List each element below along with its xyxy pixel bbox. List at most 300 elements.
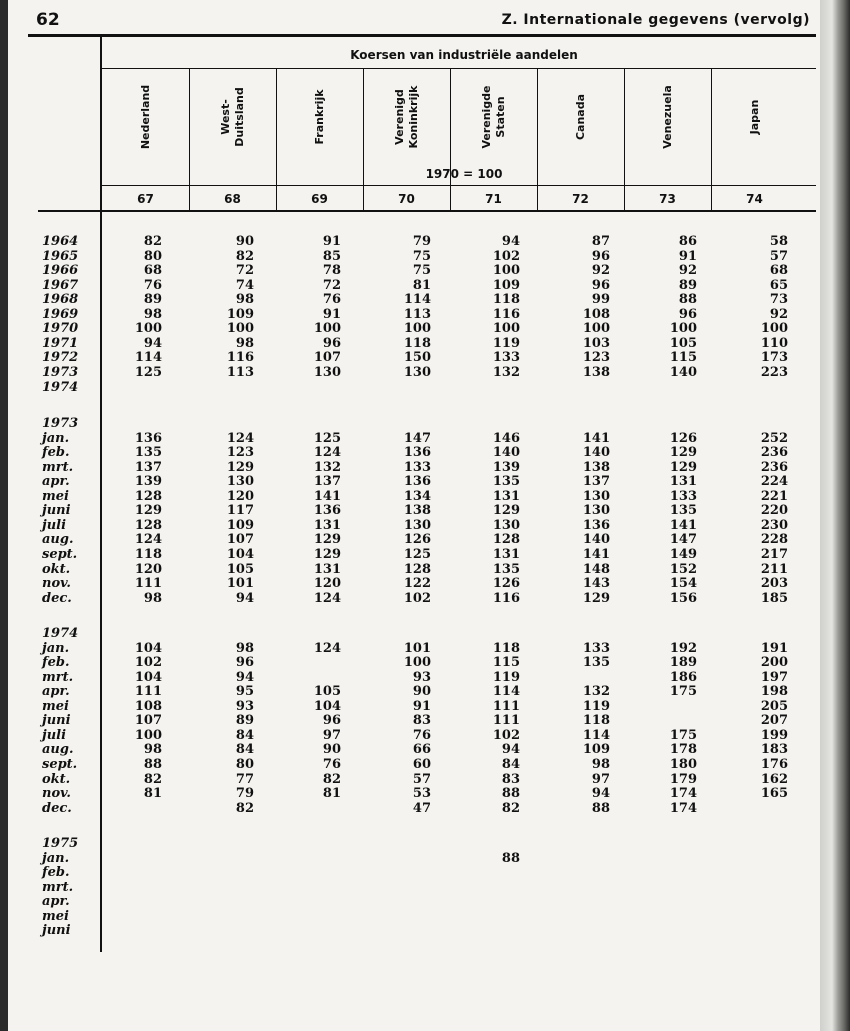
table-cell: 82	[501, 800, 520, 816]
table-cell: 128	[134, 517, 162, 533]
table-cell: 82	[235, 800, 254, 816]
table-cell: 131	[313, 517, 341, 533]
table-cell: 118	[492, 640, 520, 656]
table-cell: 117	[226, 503, 254, 519]
table-cell: 179	[669, 771, 697, 787]
table-cell: 113	[226, 364, 254, 380]
table-cell: 97	[322, 727, 341, 743]
table-cell: 105	[226, 561, 254, 577]
column-header: Japan	[747, 99, 761, 135]
table-cell: 128	[492, 532, 520, 548]
row-label-month: feb.	[42, 445, 70, 461]
table-cell: 58	[769, 234, 788, 249]
table-cell: 211	[760, 561, 788, 577]
table-cell: 124	[313, 640, 341, 656]
table-cell: 82	[322, 771, 341, 787]
table-cell: 98	[235, 292, 254, 308]
table-cell: 175	[669, 684, 697, 700]
table-cell: 82	[143, 771, 162, 787]
table-cell: 224	[760, 474, 788, 490]
table-cell: 57	[769, 248, 788, 264]
table-cell: 131	[492, 488, 520, 504]
table-cell: 138	[582, 459, 610, 475]
table-cell: 152	[669, 561, 697, 577]
row-label-month: sept.	[42, 546, 78, 562]
table-cell: 47	[412, 800, 431, 816]
table-cell: 68	[769, 263, 788, 279]
table-cell: 74	[235, 277, 254, 293]
table-cell: 94	[501, 234, 520, 249]
row-label-month: mei	[42, 908, 69, 924]
table-cell: 92	[591, 263, 610, 279]
table-cell: 130	[582, 488, 610, 504]
table-cell: 107	[134, 713, 162, 729]
table-cell: 98	[235, 335, 254, 351]
table-cell: 128	[134, 488, 162, 504]
base-rule-bottom	[38, 210, 816, 212]
row-label-year: 1971	[42, 335, 79, 351]
table-cell: 114	[492, 684, 520, 700]
table-cell: 124	[313, 445, 341, 461]
table-cell: 141	[582, 430, 610, 446]
table-cell: 89	[143, 292, 162, 308]
table-cell: 87	[591, 234, 610, 249]
table-cell: 140	[582, 445, 610, 461]
table-cell: 134	[403, 488, 431, 504]
table-cell: 75	[412, 263, 431, 279]
table-cell: 68	[143, 263, 162, 279]
table-cell: 135	[492, 474, 520, 490]
table-cell: 223	[760, 364, 788, 380]
table-cell: 90	[235, 234, 254, 249]
table-cell: 186	[669, 669, 697, 685]
table-cell: 96	[322, 713, 341, 729]
document-page	[8, 0, 820, 1031]
table-cell: 75	[412, 248, 431, 264]
row-label-year: 1970	[42, 321, 79, 337]
table-cell: 140	[669, 364, 697, 380]
table-cell: 230	[760, 517, 788, 533]
table-cell: 109	[226, 517, 254, 533]
table-cell: 143	[582, 576, 610, 592]
table-cell: 89	[235, 713, 254, 729]
table-cell: 97	[591, 771, 610, 787]
table-cell: 109	[226, 306, 254, 322]
table-cell: 79	[412, 234, 431, 249]
row-label-month: mei	[42, 698, 69, 714]
table-cell: 124	[226, 430, 254, 446]
table-cell: 198	[760, 684, 788, 700]
table-cell: 124	[134, 532, 162, 548]
table-cell: 200	[760, 655, 788, 671]
table-cell: 130	[226, 474, 254, 490]
table-cell: 100	[669, 321, 697, 337]
table-cell: 118	[403, 335, 431, 351]
table-cell: 135	[134, 445, 162, 461]
row-label-month: jan.	[42, 430, 70, 446]
table-cell: 148	[582, 561, 610, 577]
table-cell: 165	[760, 786, 788, 802]
table-cell: 80	[143, 248, 162, 264]
row-label-month: mei	[42, 488, 69, 504]
table-cell: 111	[492, 713, 520, 729]
table-cell: 129	[669, 445, 697, 461]
row-label-month: aug.	[42, 742, 74, 758]
column-number: 73	[659, 192, 676, 206]
table-cell: 139	[134, 474, 162, 490]
row-label-month: mrt.	[42, 669, 74, 685]
table-cell: 139	[492, 459, 520, 475]
table-cell: 126	[403, 532, 431, 548]
table-cell: 217	[760, 546, 788, 562]
table-cell: 205	[760, 698, 788, 714]
table-cell: 147	[669, 532, 697, 548]
table-cell: 81	[412, 277, 431, 293]
table-cell: 185	[760, 590, 788, 606]
row-label-month: mrt.	[42, 879, 74, 895]
table-cell: 115	[669, 350, 697, 366]
table-cell: 111	[134, 576, 162, 592]
row-label-month: dec.	[42, 800, 72, 816]
row-label-month: juni	[42, 923, 71, 939]
table-cell: 252	[760, 430, 788, 446]
table-cell: 191	[760, 640, 788, 656]
table-cell: 93	[235, 698, 254, 714]
table-cell: 98	[143, 306, 162, 322]
table-cell: 129	[582, 590, 610, 606]
table-cell: 132	[492, 364, 520, 380]
row-label-year: 1965	[42, 248, 79, 264]
table-cell: 107	[226, 532, 254, 548]
table-cell: 141	[313, 488, 341, 504]
table-cell: 115	[492, 655, 520, 671]
table-cell: 131	[492, 546, 520, 562]
table-cell: 73	[769, 292, 788, 308]
column-header: Venezuela	[660, 85, 674, 149]
table-cell: 125	[403, 546, 431, 562]
table-cell: 91	[412, 698, 431, 714]
table-cell: 125	[134, 364, 162, 380]
table-cell: 129	[134, 503, 162, 519]
table-cell: 183	[760, 742, 788, 758]
table-cell: 78	[322, 263, 341, 279]
book-spine-shadow	[0, 0, 8, 1031]
stub-column-rule	[100, 37, 102, 952]
row-label-year: 1969	[42, 306, 79, 322]
table-cell: 132	[582, 684, 610, 700]
row-label-year: 1967	[42, 277, 79, 293]
table-cell: 149	[669, 546, 697, 562]
table-cell: 109	[582, 742, 610, 758]
base-rule-top	[102, 185, 816, 186]
table-cell: 129	[313, 546, 341, 562]
table-cell: 94	[143, 335, 162, 351]
table-cell: 136	[134, 430, 162, 446]
table-cell: 174	[669, 800, 697, 816]
table-cell: 133	[582, 640, 610, 656]
table-cell: 129	[492, 503, 520, 519]
column-number: 69	[311, 192, 328, 206]
row-label-month: okt.	[42, 561, 71, 577]
table-cell: 175	[669, 727, 697, 743]
row-label-month: juli	[42, 517, 67, 533]
table-cell: 131	[669, 474, 697, 490]
table-cell: 96	[591, 248, 610, 264]
table-cell: 102	[492, 248, 520, 264]
table-cell: 100	[760, 321, 788, 337]
heading-rule	[102, 68, 816, 69]
table-cell: 76	[322, 292, 341, 308]
table-cell: 91	[322, 234, 341, 249]
table-cell: 96	[591, 277, 610, 293]
table-cell: 92	[678, 263, 697, 279]
table-cell: 104	[134, 640, 162, 656]
column-header: West-Duitsland	[218, 87, 246, 147]
table-cell: 60	[412, 756, 431, 772]
table-cell: 140	[582, 532, 610, 548]
table-cell: 76	[412, 727, 431, 743]
base-index-label: 1970 = 100	[425, 167, 503, 181]
table-cell: 126	[492, 576, 520, 592]
table-cell: 72	[322, 277, 341, 293]
table-cell: 109	[492, 277, 520, 293]
table-cell: 116	[492, 590, 520, 606]
table-cell: 91	[678, 248, 697, 264]
table-cell: 132	[313, 459, 341, 475]
row-label-month: juni	[42, 713, 71, 729]
table-cell: 94	[235, 669, 254, 685]
table-cell: 91	[322, 306, 341, 322]
table-cell: 99	[591, 292, 610, 308]
table-cell: 138	[582, 364, 610, 380]
table-cell: 114	[582, 727, 610, 743]
table-cell: 65	[769, 277, 788, 293]
table-cell: 180	[669, 756, 697, 772]
table-cell: 118	[582, 713, 610, 729]
row-label-month: juni	[42, 503, 71, 519]
table-main-heading: Koersen van industriële aandelen	[350, 48, 578, 62]
row-label-month: jan.	[42, 850, 70, 866]
table-cell: 136	[403, 445, 431, 461]
table-cell: 111	[492, 698, 520, 714]
row-label-month: nov.	[42, 786, 71, 802]
table-cell: 173	[760, 350, 788, 366]
table-cell: 120	[134, 561, 162, 577]
table-cell: 137	[134, 459, 162, 475]
table-cell: 119	[582, 698, 610, 714]
table-cell: 129	[226, 459, 254, 475]
column-header: Verenigde Staten	[479, 85, 507, 149]
table-cell: 100	[403, 321, 431, 337]
table-cell: 178	[669, 742, 697, 758]
table-cell: 124	[313, 590, 341, 606]
table-cell: 147	[403, 430, 431, 446]
table-cell: 90	[412, 684, 431, 700]
table-cell: 83	[501, 771, 520, 787]
table-cell: 84	[235, 742, 254, 758]
table-cell: 138	[403, 503, 431, 519]
table-cell: 92	[769, 306, 788, 322]
table-cell: 119	[492, 669, 520, 685]
table-cell: 98	[235, 640, 254, 656]
table-cell: 94	[591, 786, 610, 802]
table-cell: 100	[226, 321, 254, 337]
table-cell: 105	[313, 684, 341, 700]
row-label-month: jan.	[42, 640, 70, 656]
table-cell: 133	[403, 459, 431, 475]
table-cell: 100	[134, 321, 162, 337]
table-cell: 146	[492, 430, 520, 446]
row-label-month: apr.	[42, 894, 70, 910]
table-cell: 136	[582, 517, 610, 533]
table-cell: 162	[760, 771, 788, 787]
table-cell: 111	[134, 684, 162, 700]
column-header: Frankrijk	[312, 89, 326, 145]
table-cell: 110	[760, 335, 788, 351]
table-cell: 102	[134, 655, 162, 671]
table-cell: 236	[760, 459, 788, 475]
table-cell: 192	[669, 640, 697, 656]
table-cell: 88	[501, 786, 520, 802]
table-cell: 119	[492, 335, 520, 351]
table-cell: 199	[760, 727, 788, 743]
table-cell: 120	[226, 488, 254, 504]
table-cell: 123	[582, 350, 610, 366]
table-cell: 72	[235, 263, 254, 279]
column-number: 67	[137, 192, 154, 206]
table-cell: 104	[134, 669, 162, 685]
table-cell: 103	[582, 335, 610, 351]
table-cell: 189	[669, 655, 697, 671]
row-label-month: apr.	[42, 684, 70, 700]
table-cell: 141	[582, 546, 610, 562]
row-label-year: 1974	[42, 379, 79, 395]
table-cell: 136	[313, 503, 341, 519]
table-cell: 82	[143, 234, 162, 249]
table-cell: 85	[322, 248, 341, 264]
table-cell: 79	[235, 786, 254, 802]
row-label-year: 1966	[42, 263, 79, 279]
table-cell: 101	[226, 576, 254, 592]
table-cell: 100	[403, 655, 431, 671]
table-cell: 114	[403, 292, 431, 308]
table-cell: 98	[143, 742, 162, 758]
table-cell: 125	[313, 430, 341, 446]
table-cell: 107	[313, 350, 341, 366]
column-number: 71	[485, 192, 502, 206]
table-cell: 116	[492, 306, 520, 322]
table-cell: 100	[582, 321, 610, 337]
table-cell: 174	[669, 786, 697, 802]
table-cell: 137	[313, 474, 341, 490]
column-number: 70	[398, 192, 415, 206]
table-cell: 130	[403, 364, 431, 380]
column-header: Nederland	[138, 84, 152, 150]
table-cell: 100	[134, 727, 162, 743]
table-cell: 102	[403, 590, 431, 606]
table-cell: 129	[313, 532, 341, 548]
row-label-month: juli	[42, 727, 67, 743]
table-cell: 102	[492, 727, 520, 743]
row-label-month: okt.	[42, 771, 71, 787]
table-cell: 100	[313, 321, 341, 337]
table-cell: 130	[313, 364, 341, 380]
table-cell: 135	[492, 561, 520, 577]
table-cell: 57	[412, 771, 431, 787]
table-cell: 94	[501, 742, 520, 758]
table-cell: 113	[403, 306, 431, 322]
section-title: Z. Internationale gegevens (vervolg)	[501, 12, 810, 28]
table-cell: 207	[760, 713, 788, 729]
table-cell: 108	[582, 306, 610, 322]
row-label-month: dec.	[42, 590, 72, 606]
table-cell: 77	[235, 771, 254, 787]
table-cell: 141	[669, 517, 697, 533]
column-number: 74	[746, 192, 763, 206]
row-label-year: 1968	[42, 292, 79, 308]
table-cell: 86	[678, 234, 697, 249]
table-cell: 123	[226, 445, 254, 461]
block-year-label: 1973	[42, 416, 79, 431]
table-cell: 108	[134, 698, 162, 714]
row-label-month: aug.	[42, 532, 74, 548]
table-cell: 133	[669, 488, 697, 504]
page-number: 62	[36, 10, 60, 30]
table-cell: 96	[678, 306, 697, 322]
table-cell: 120	[313, 576, 341, 592]
table-cell: 93	[412, 669, 431, 685]
table-cell: 126	[669, 430, 697, 446]
table-cell: 89	[678, 277, 697, 293]
row-label-month: nov.	[42, 576, 71, 592]
row-label-year: 1972	[42, 350, 79, 366]
table-cell: 135	[582, 655, 610, 671]
table-cell: 129	[669, 459, 697, 475]
table-cell: 203	[760, 576, 788, 592]
table-cell: 104	[313, 698, 341, 714]
table-cell: 220	[760, 503, 788, 519]
table-cell: 88	[678, 292, 697, 308]
table-cell: 116	[226, 350, 254, 366]
table-cell: 76	[143, 277, 162, 293]
table-cell: 236	[760, 445, 788, 461]
block-year-label: 1975	[42, 836, 79, 851]
table-cell: 150	[403, 350, 431, 366]
row-label-month: apr.	[42, 474, 70, 490]
row-label-month: feb.	[42, 865, 70, 881]
table-cell: 76	[322, 756, 341, 772]
column-number: 72	[572, 192, 589, 206]
table-cell: 131	[313, 561, 341, 577]
table-cell: 130	[492, 517, 520, 533]
table-cell: 154	[669, 576, 697, 592]
table-cell: 118	[134, 546, 162, 562]
table-cell: 82	[235, 248, 254, 264]
table-cell: 81	[143, 786, 162, 802]
table-cell: 197	[760, 669, 788, 685]
block-year-label: 1974	[42, 626, 79, 641]
table-cell: 128	[403, 561, 431, 577]
table-cell: 100	[492, 263, 520, 279]
page-edge-shadow	[820, 0, 850, 1031]
top-rule	[28, 34, 816, 37]
table-cell: 84	[235, 727, 254, 743]
table-cell: 135	[669, 503, 697, 519]
table-cell: 98	[143, 590, 162, 606]
table-cell: 96	[322, 335, 341, 351]
table-cell: 136	[403, 474, 431, 490]
table-cell: 133	[492, 350, 520, 366]
